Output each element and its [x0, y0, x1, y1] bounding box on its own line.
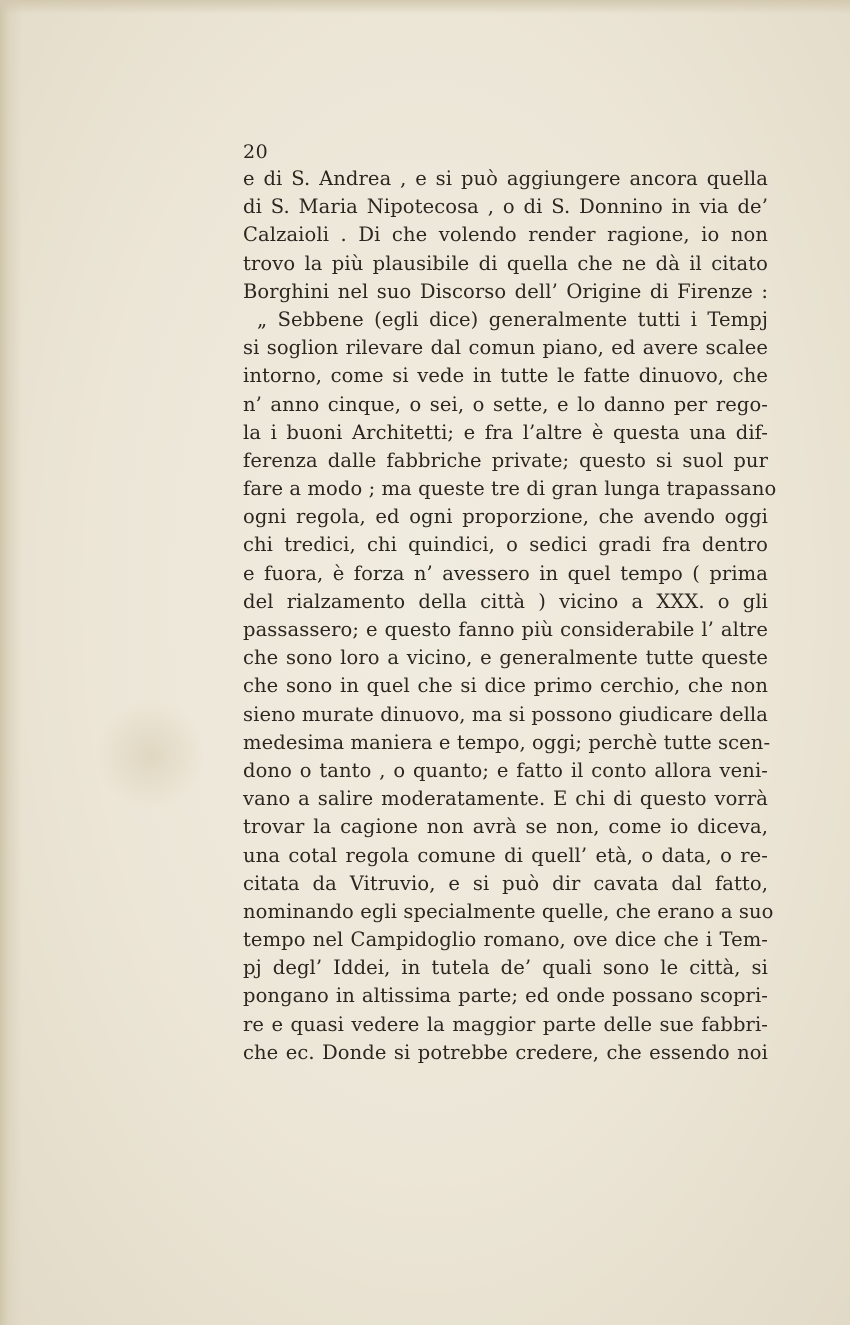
- body-text: [243, 165, 777, 1067]
- text-line: ogni regola, ed ogni proporzione, che avendo oggi: [243, 505, 768, 529]
- text-line: e di S. Andrea , e si può aggiungere ancora quella: [243, 167, 768, 190]
- text-line: la i buoni Architetti; e fra l’altre è questa una dif-: [243, 420, 768, 444]
- text-line: citata da Vitruvio, e si può dir cavata dal fatto,: [243, 871, 768, 895]
- text-line: re e quasi vedere la maggior parte delle sue fabbri-: [243, 1012, 768, 1036]
- text-line: pj degl’ Iddei, in tutela de’ quali sono le città, si: [243, 956, 768, 980]
- text-line: sieno murate dinuovo, ma si possono giudicare della: [243, 702, 768, 726]
- text-line: vano a salire moderatamente. E chi di questo vorrà: [243, 787, 768, 811]
- text-line: di S. Maria Nipotecosa , o di S. Donnino in via de’: [243, 195, 768, 219]
- text-line: una cotal regola comune di quell’ età, o data, o re-: [243, 843, 768, 867]
- text-line: del rialzamento della città ) vicino a XXX. o gli: [243, 589, 768, 613]
- text-line: tempo nel Campidoglio romano, ove dice che i Tem-: [243, 928, 768, 952]
- text-line: trovo la più plausibile di quella che ne dà il citato: [243, 251, 768, 275]
- text-line: passassero; e questo fanno più considerabile l’ altre: [243, 618, 768, 641]
- text-line: si soglion rilevare dal comun piano, ed avere scalee: [243, 336, 768, 360]
- page-number: 20: [243, 141, 269, 163]
- quote-opening-line: „ Sebbene (egli dice) generalmente tutti i Tempj: [257, 307, 768, 331]
- text-line: Calzaioli . Di che volendo render ragione, io non: [243, 223, 768, 247]
- text-line: n’ anno cinque, o sei, o sette, e lo danno per rego-: [243, 392, 768, 416]
- text-line: nominando egli specialmente quelle, che erano a suo: [243, 899, 774, 923]
- text-line: pongano in altissima parte; ed onde possano scopri-: [243, 984, 768, 1008]
- text-line: che sono in quel che si dice primo cerchio, che non: [243, 674, 768, 698]
- text-line: medesima maniera e tempo, oggi; perchè tutte scen-: [243, 730, 771, 754]
- text-line: dono o tanto , o quanto; e fatto il conto allora veni-: [243, 758, 768, 782]
- text-line: ferenza dalle fabbriche private; questo si suol pur: [243, 448, 768, 472]
- paper-stain: [95, 700, 205, 810]
- text-line: che ec. Donde si potrebbe credere, che essendo noi: [243, 1040, 768, 1064]
- text-line: Borghini nel suo Discorso dell’ Origine di Firenze :: [243, 279, 768, 303]
- text-line: intorno, come si vede in tutte le fatte dinuovo, che: [243, 364, 768, 388]
- text-line: fare a modo ; ma queste tre di gran lunga trapassano: [243, 477, 777, 501]
- text-line: e fuora, è forza n’ avessero in quel tempo ( prima: [243, 561, 768, 585]
- text-line: che sono loro a vicino, e generalmente tutte queste: [243, 646, 768, 670]
- text-line: trovar la cagione non avrà se non, come io diceva,: [243, 815, 768, 839]
- text-line: chi tredici, chi quindici, o sedici gradi fra dentro: [243, 533, 768, 557]
